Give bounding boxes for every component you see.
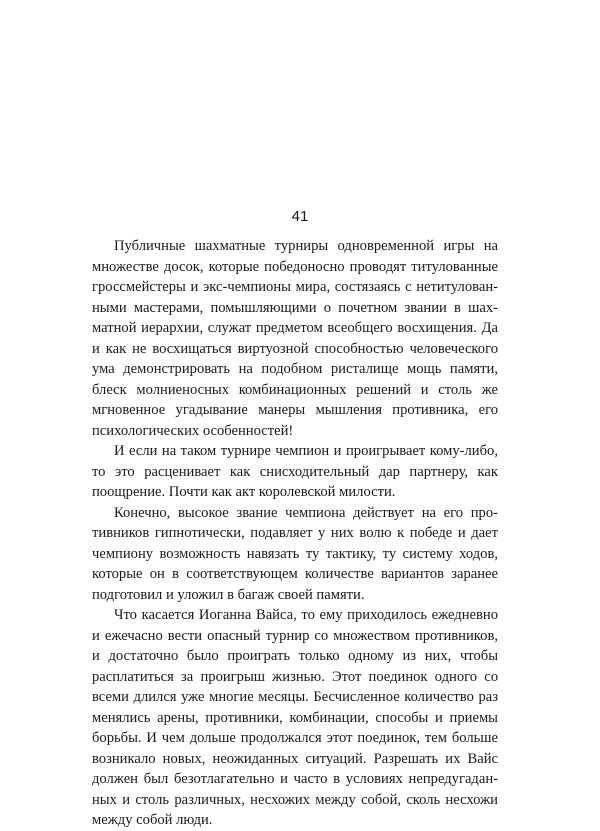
text-line: должен был безотлагательно и часто в условиях непредугадан-	[92, 771, 498, 787]
body-text	[92, 236, 498, 831]
paragraph-3	[92, 503, 498, 606]
text-line: Публичные шахматные турниры одновременной игры на	[114, 238, 498, 254]
text-line: то это расценивает как снисходительный дар партнеру, как	[92, 463, 498, 480]
page-number: 41	[291, 208, 309, 225]
text-line: ными мастерами, помышляющими о почетном звании в шах-	[92, 299, 498, 316]
text-line: И если на таком турнире чемпион и проигрывает кому-либо,	[114, 443, 498, 459]
text-line: возникало новых, неожиданных ситуаций. Разрешать их Вайс	[92, 750, 498, 767]
text-line: которые он в соответствующем количестве вариантов заранее	[92, 566, 498, 582]
text-line: Конечно, высокое звание чемпиона действует на его про-	[114, 504, 498, 521]
text-line: множестве досок, которые победоносно проводят титулованные	[92, 258, 498, 275]
text-line: Что касается Иоганна Вайса, то ему приходилось ежедневно	[114, 607, 498, 623]
paragraph-2	[92, 441, 498, 503]
text-line: и достаточно было проиграть только одному из них, чтобы	[92, 648, 498, 664]
text-line: ума демонстрировать на подобном ристалище мощь памяти,	[92, 361, 498, 377]
paragraph-4	[92, 605, 498, 831]
text-line: и как не восхищаться виртуозной способностью человеческого	[92, 340, 498, 357]
text-line: мгновенное угадывание манеры мышления противника, его	[92, 402, 498, 418]
text-line: ных и столь различных, несхожих между собой, сколь несхожи	[92, 791, 498, 808]
text-line: менялись арены, противники, комбинации, способы и приемы	[92, 709, 498, 726]
text-line: между собой люди.	[92, 812, 213, 828]
text-line: чемпиону возможность навязать ту тактику, ту систему ходов,	[92, 545, 498, 562]
text-line: всеми длился уже многие месяцы. Бесчисленное количество раз	[92, 689, 498, 705]
text-line: подготовил и уложил в багаж своей памяти.	[92, 586, 365, 603]
text-line: матной иерархии, служат предметом всеобщего восхищения. Да	[92, 320, 498, 336]
text-line: гроссмейстеры и экс-чемпионы мира, состязаясь с нетитулован-	[92, 279, 498, 295]
text-line: борьбы. И чем дольше продолжался этот поединок, тем больше	[92, 730, 498, 746]
paragraph-1	[92, 236, 498, 441]
text-line: блеск молниеносных комбинационных решений и столь же	[92, 381, 498, 398]
text-line: и ежечасно вести опасный турнир со множеством противников,	[92, 627, 498, 644]
text-line: расплатиться за проигрыш жизнью. Этот поединок одного со	[92, 668, 498, 685]
text-line: поощрение. Почти как акт королевской милости.	[92, 484, 396, 500]
text-line: психологических особенностей!	[92, 422, 294, 439]
text-line: тивников гипнотически, подавляет у них волю к победе и дает	[92, 525, 498, 541]
